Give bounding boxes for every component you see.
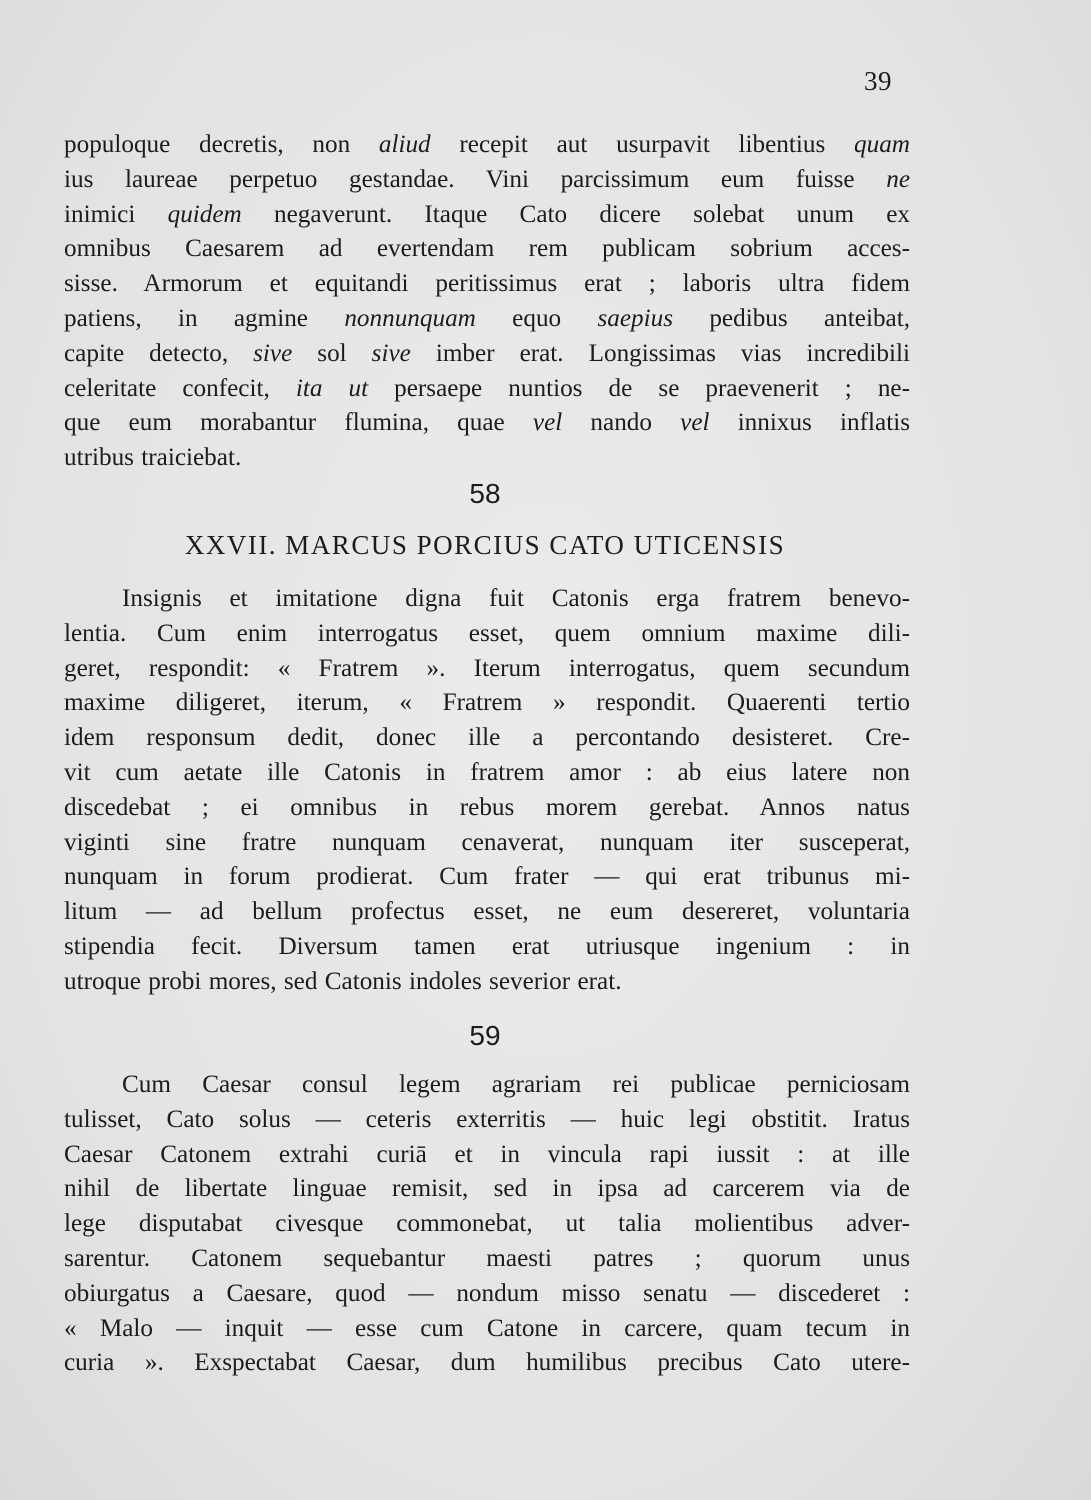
italic-word: vel — [680, 409, 710, 437]
text-line: Cum Caesar consul legem agrariam rei publicae perniciosam — [122, 1071, 910, 1098]
text-line: discedebat ; ei omnibus in rebus morem gerebat. Annos natus — [64, 793, 910, 821]
text-line: omnibus Caesarem ad evertendam rem publicam sobrium acces- — [64, 235, 910, 263]
text-line: tulisset, Cato solus — ceteris exterritis — huic legi obstitit. Iratus — [64, 1105, 910, 1133]
paragraph-continuation — [64, 128, 910, 476]
italic-word: quidem — [167, 200, 242, 228]
paragraph-section-58 — [64, 582, 910, 1000]
text-line: que eum morabantur flumina, quae vel nando vel innixus inflatis — [64, 409, 910, 437]
text-line: maxime diligeret, iterum, « Fratrem » respondit. Quaerenti tertio — [64, 689, 910, 717]
text-line: lentia. Cum enim interrogatus esset, quem omnium maxime dili- — [64, 619, 910, 647]
text-line: nihil de libertate linguae remisit, sed in ipsa ad carcerem via de — [64, 1175, 910, 1203]
text-line: Insignis et imitatione digna fuit Catonis erga fratrem benevo- — [122, 585, 910, 612]
text-line: populoque decretis, non aliud recepit aut usurpavit libentius quam — [64, 131, 910, 158]
italic-word: vel — [532, 409, 563, 437]
italic-word: sive — [253, 339, 293, 367]
text-line: obiurgatus a Caesare, quod — nondum misso senatu — discederet : — [64, 1279, 910, 1307]
text-line: vit cum aetate ille Catonis in fratrem amor : ab eius latere non — [64, 758, 910, 786]
paragraph-section-59 — [64, 1068, 910, 1381]
text-line: capite detecto, sive sol sive imber erat. Longissimas vias incredibili — [64, 339, 910, 367]
italic-word: quam — [854, 131, 910, 158]
text-line: sarentur. Catonem sequebantur maesti patres ; quorum unus — [64, 1244, 910, 1272]
text-line: nunquam in forum prodierat. Cum frater — qui erat tribunus mi- — [64, 863, 910, 891]
text-line: « Malo — inquit — esse cum Catone in carcere, quam tecum in — [64, 1314, 910, 1342]
text-line: stipendia fecit. Diversum tamen erat utriusque ingenium : in — [64, 932, 910, 960]
italic-word: aliud — [378, 131, 431, 158]
section-number-58: 58 — [469, 478, 501, 509]
text-line: viginti sine fratre nunquam cenaverat, nunquam iter susceperat, — [64, 828, 910, 856]
text-line: Caesar Catonem extrahi curiā et in vincula rapi iussit : at ille — [64, 1140, 910, 1168]
text-line: lege disputabat civesque commonebat, ut talia molientibus adver- — [64, 1210, 910, 1238]
text-line: utroque probi mores, sed Catonis indoles severior erat. — [64, 967, 622, 995]
text-line: utribus traiciebat. — [64, 444, 242, 472]
section-number-59: 59 — [469, 1020, 501, 1051]
text-line: celeritate confecit, ita ut persaepe nuntios de se praevenerit ; ne- — [64, 374, 910, 402]
italic-word: sive — [371, 339, 411, 367]
text-line: idem responsum dedit, donec ille a percontando desisteret. Cre- — [64, 724, 910, 752]
chapter-title: XXVII. MARCUS PORCIUS CATO UTICENSIS — [184, 530, 786, 560]
italic-word: nonnunquam — [344, 304, 476, 332]
text-line: patiens, in agmine nonnunquam equo saepius pedibus anteibat, — [64, 304, 911, 332]
text-line: sisse. Armorum et equitandi peritissimus erat ; laboris ultra fidem — [64, 270, 910, 298]
text-line: geret, respondit: « Fratrem ». Iterum interrogatus, quem secundum — [64, 654, 910, 682]
italic-word: ne — [886, 165, 910, 193]
italic-word: ita ut — [295, 374, 369, 402]
text-line: curia ». Exspectabat Caesar, dum humilibus precibus Cato utere- — [64, 1349, 910, 1377]
italic-word: saepius — [597, 304, 674, 332]
text-line: ius laureae perpetuo gestandae. Vini parcissimum eum fuisse ne — [64, 165, 910, 193]
text-line: litum — ad bellum profectus esset, ne eum desereret, voluntaria — [64, 898, 910, 926]
page-number: 39 — [864, 66, 892, 96]
text-line: inimici quidem negaverunt. Itaque Cato dicere solebat unum ex — [64, 200, 911, 228]
